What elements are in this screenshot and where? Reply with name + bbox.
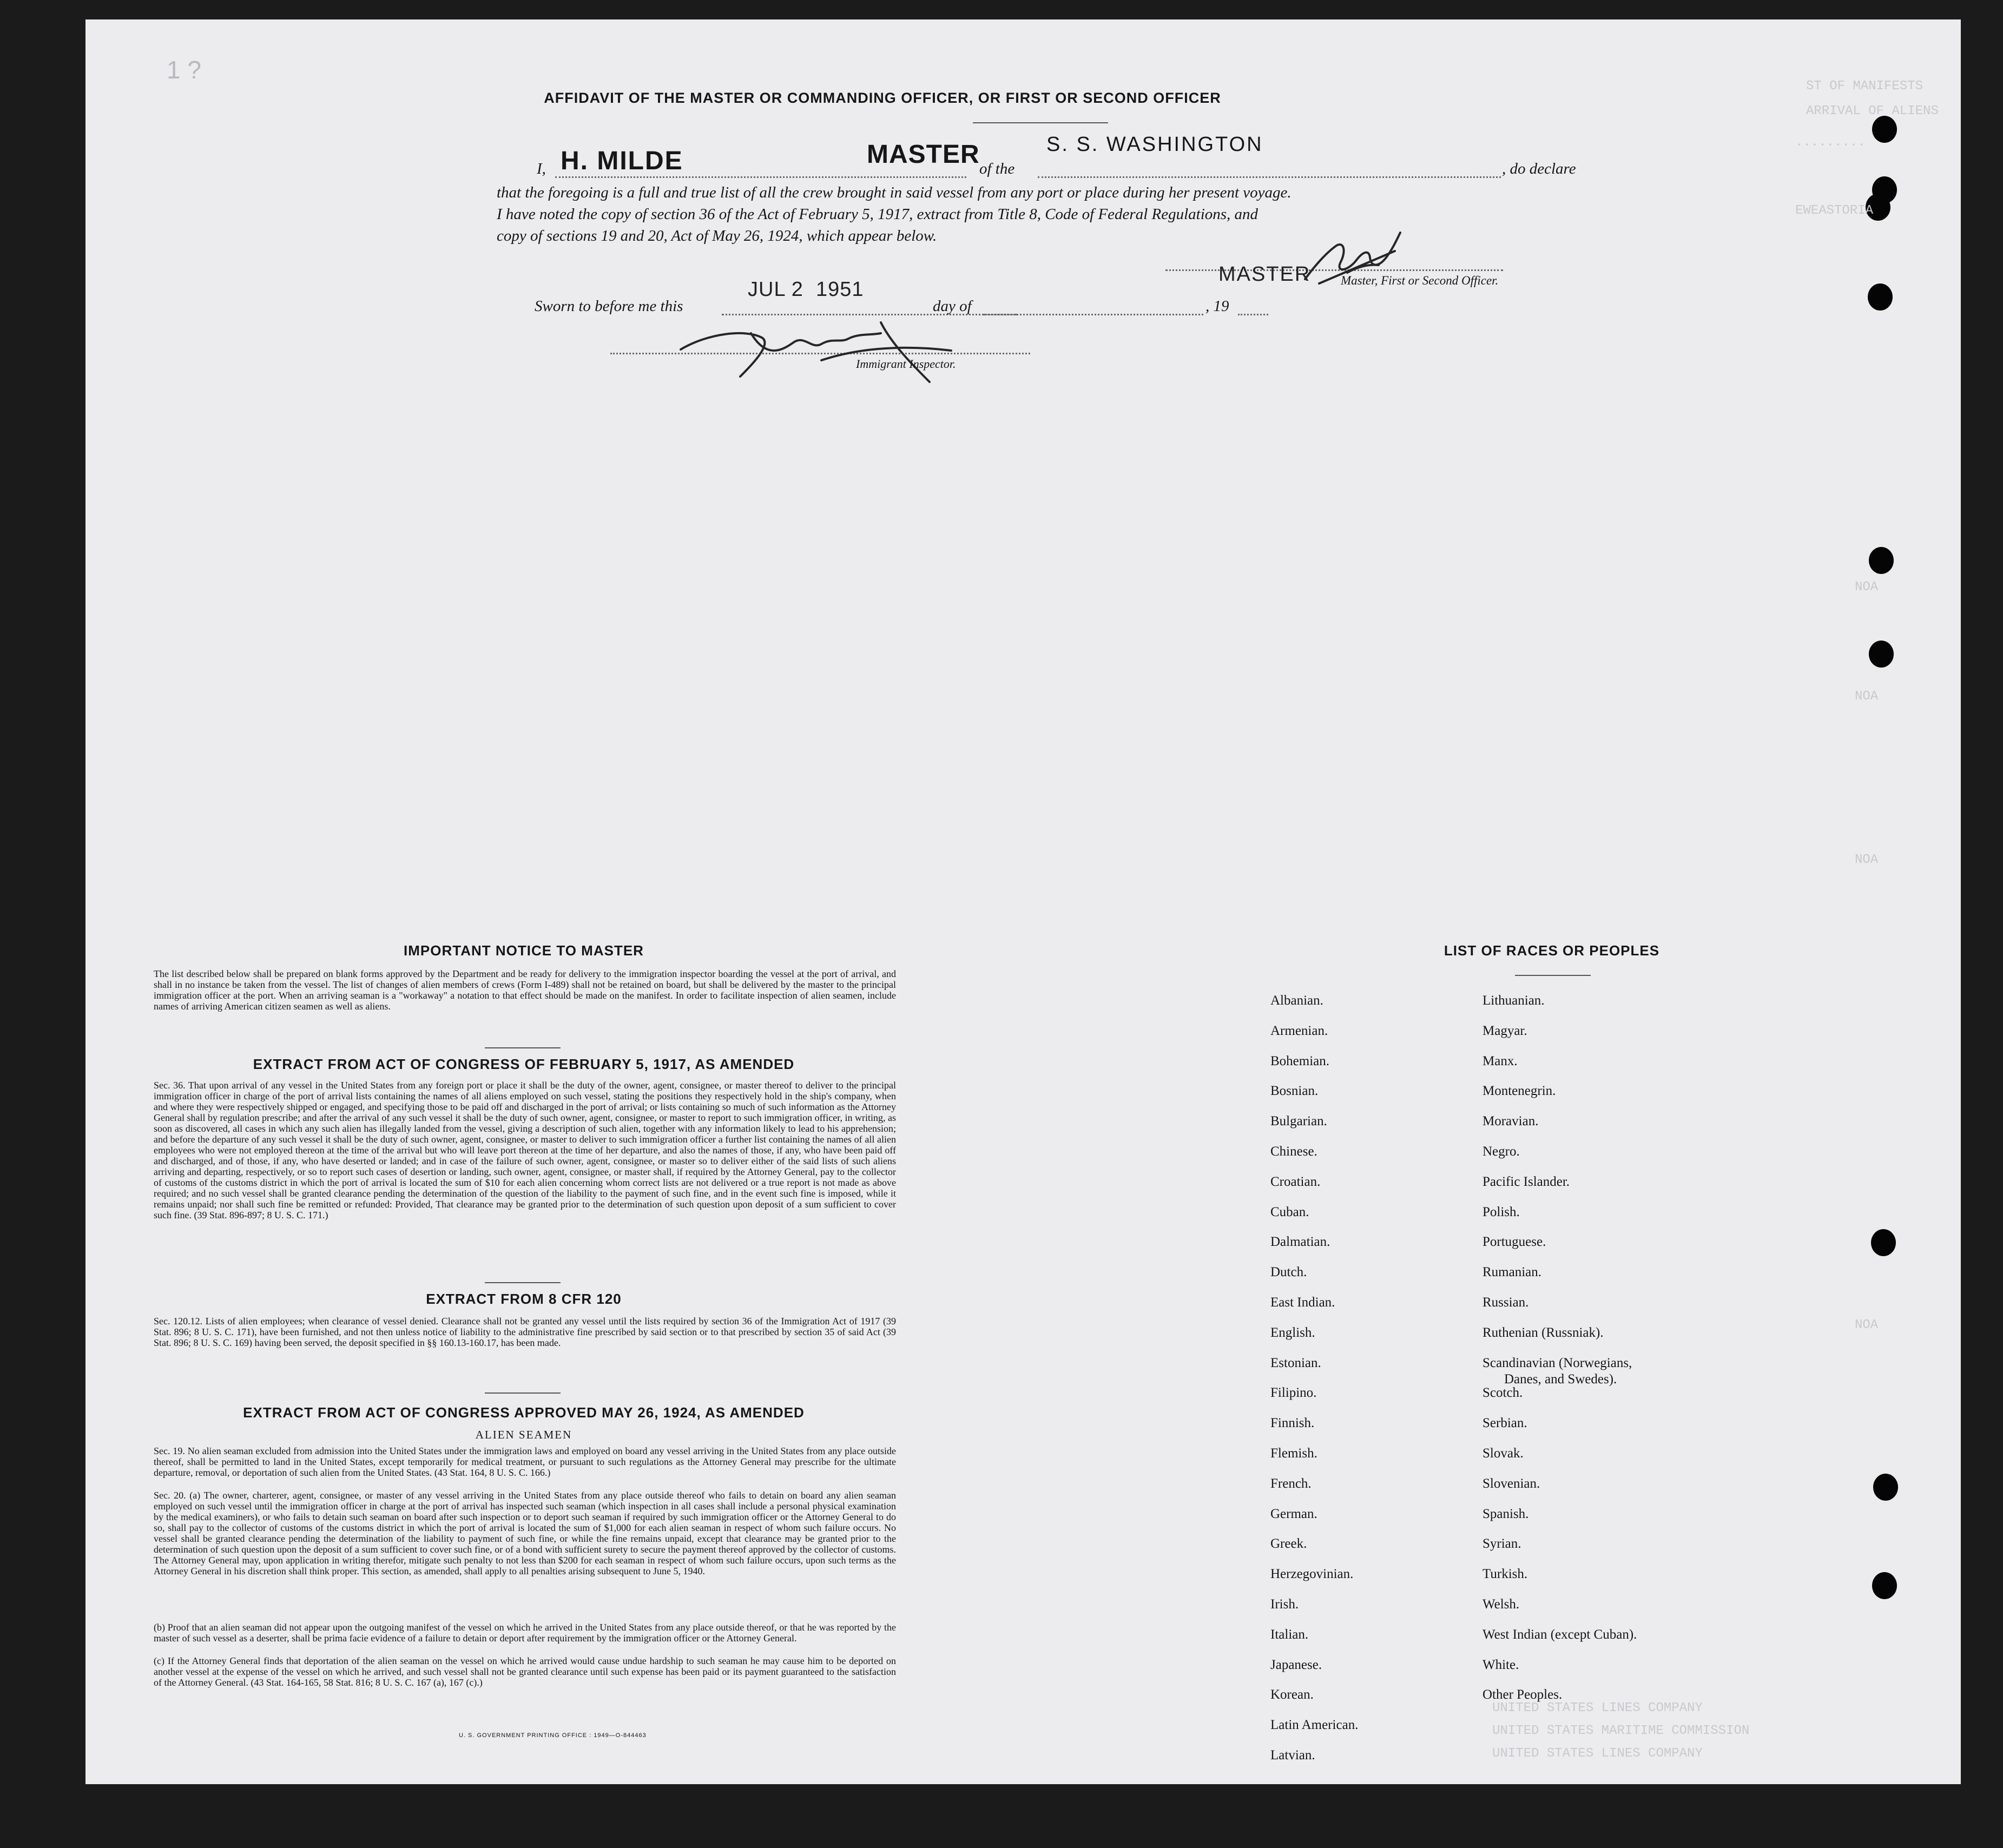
race-item: Greek.: [1270, 1536, 1307, 1552]
month-line: [984, 314, 1203, 315]
race-item: West Indian (except Cuban).: [1483, 1627, 1637, 1642]
race-item: Dutch.: [1270, 1265, 1307, 1280]
extract-cfr-heading: EXTRACT FROM 8 CFR 120: [426, 1291, 622, 1307]
affidavit-page: ST OF MANIFESTS ARRIVAL OF ALIENS ......... EWEASTORIA NOA NOA NOA NOA UNITED STATES LINES COMPANY UNITED STATES MARITIME COMMISSION UNITED STATES LINES COMPANY 1 ? AFFIDAVIT OF THE MASTER OR COMMANDING OFFICER, OR FIRST OR SECOND OFFICER I, H. MILDE MASTER of the S. S. WASHINGTON , do declare that the foregoing is a full and true list of all the crew brought in said vessel from any port or place during her present voyage. I have noted the copy of section 36 of the Act of February 5, 1917, extract from Title 8, Code of Federal Regulations, and copy of sections 19 and 20, Act of May 26, 1924, which appear below. MASTER Master, First or Second Officer. Sworn to before me this JUL 2 1951 day of , 19 Immigrant Inspector. IMPORTANT NOTICE TO MASTER The list described below shall be prepared on blank forms approved by the Department and be ready for delivery to the immigration inspector boarding the vessel at the port of arrival, and shall in no instance be taken from the vessel. The list of changes of alien members of crews (Form I-489) shall not be retained on board, but shall be delivered by the master to the principal immigration officer at the port. When an arriving seaman is a "workaway" a notation to that effect should be made on the manifest. In order to facilitate inspection of alien seamen, include names of arriving American citizen seamen as well as aliens. EXTRACT FROM ACT OF CONGRESS OF FEBRUARY 5, 1917, AS AMENDED Sec. 36. That upon arrival of any vessel in the United States from any foreign port or place it shall be the duty of the owner, agent, consignee, or master thereof to deliver to the principal immigration officer in charge of the port of arrival lists containing the names of all aliens employed on such vessel, stating the positions they respectively hold in the ship's company, when and where they were respectively shipped or engaged, and specifying those to be paid off and discharged in the port of arrival; or lists containing so much of such information as the Attorney General shall by regulation prescribe; and after the arrival of any such vessel it shall be the duty of such owner, agent, consignee, or master to report to such immigration officer, in writing, as soon as discovered, all cases in which any such alien has illegally landed from the vessel, giving a description of such alien, together with any information likely to lead to his apprehension; and before the departure of any such vessel it shall be the duty of such owner, agent, consignee, or master to deliver to such immigration officer a further list containing the names of all alien employees who were not employed thereon at the time of the arrival but who will leave port thereon at the time of her departure, and also the names of those, if any, who have been paid off and discharged, and of those, if any, who have deserted or landed; and in case of the failure of such owner, agent, consignee, or master so to deliver either of the said lists of such aliens arriving and departing, respectively, or so to report such cases of desertion or landing, such owner, agent, consignee, or master shall, if required by the Attorney General, pay to the collector of customs of the customs district in which the port of arrival is located the sum of $10 for each alien concerning whom correct lists are not delivered or a true report is not made as above required; and no such vessel shall be granted clearance pending the determination of the question of the liability to the payment of such fine, and in the event such fine is imposed, while it remains unpaid; nor shall such fine be remitted or refunded: Provided, That clearance may be granted prior to the determination of such question upon deposit of a sum sufficient to cover such fine. (39 Stat. 896-897; 8 U. S. C. 171.) EXTRACT FROM 8 CFR 120 Sec. 120.12. Lists of alien employees; when clearance of vessel denied. Clearance shall not be granted any vessel until the lists required by section 36 of the Immigration Act of 1917 (39 Stat. 896; 8 U. S. C. 171), have been furnished, and not then unless notice of liability to the administrative fine prescribed by said section or to that prescribed by section 35 of said Act (39 Stat. 896; 8 U. S. C. 169) having been served, the deposit specified in §§ 160.13-160.17, has been made. EXTRACT FROM ACT OF CONGRESS APPROVED MAY 26, 1924, AS AMENDED ALIEN SEAMEN Sec. 19. No alien seaman excluded from admission into the United States under the immigration laws and employed on board any vessel arriving in the United States from any place outside thereof, shall be permitted to land in the United States, except temporarily for medical treatment, or pursuant to such regulations as the Attorney General may prescribe for the ultimate departure, removal, or deportation of such alien from the United States. (43 Stat. 164, 8 U. S. C. 166.) Sec. 20. (a) The owner, charterer, agent, consignee, or master of any vessel arriving in the United States from any place outside thereof who fails to detain on board any alien seaman employed on such vessel until the immigration officer in charge at the port of arrival has inspected such seaman (which inspection in all cases shall include a personal physical examination by the medical examiners), or who fails to detain such seaman on board after such inspection or to deport such seaman if required by such immigration officer or the Attorney General to do so, shall pay to the collector of customs of the customs district in which the port of arrival is located the sum of $1,000 for each alien seaman in respect of whom such failure occurs. No vessel shall be granted clearance pending the determination of the liability to payment of such fine, or while the fine remains unpaid, except that clearance may be granted prior to the determination of such question upon the deposit of a sum sufficient to cover such fine, or of a bond with sufficient surety to secure the payment thereof approved by the collector of customs. The Attorney General may, upon application in writing therefor, mitigate such penalty to not less than $200 for each seaman in respect of whom such failure occurs, upon such terms as the Attorney General in his discretion shall think proper. This section, as amended, shall apply to all penalties arising subsequent to June 5, 1940. (b) Proof that an alien seaman did not appear upon the outgoing manifest of the vessel on which he arrived in the United States from any place outside thereof, or that he was reported by the master of such vessel as a deserter, shall be prima facie evidence of a failure to detain or deport after requirement by the immigration officer or the Attorney General. (c) If the Attorney General finds that deportation of the alien seaman on the vessel on which he arrived would cause undue hardship to such seaman he may cause him to be deported on another vessel at the expense of the vessel on which he arrived, and such vessel shall not be granted clearance until such expense has been paid or its payment guaranteed to the satisfaction of the Attorney General. (43 Stat. 164-165, 58 Stat. 816; 8 U. S. C. 167 (a), 167 (c).) U. S. GOVERNMENT PRINTING OFFICE : 1949—O-844463 LIST OF RACES OR PEOPLES Albanian. Armenian. Bohemian. Bosnian. Bulgarian. Chinese. Croatian. Cuban. Dalmatian. Dutch. East Indian. English. Estonian. Filipino. Finnish. Flemish. French. German. Greek. Herzegovinian. Irish. Italian. Japanese. Korean. Latin American. Latvian. Lithuanian. Magyar. Manx. Montenegrin. Moravian. Negro. Pacific Islander. Polish. Portuguese. Rumanian. Russian. Ruthenian (Russniak). Scandinavian (Norwegians, Danes, and Swedes). Scotch. Serbian. Slovak. Slovenian. Spanish. Syrian. Turkish. Welsh. West Indian (except Cuban). White. Other Peoples.: [85, 19, 1961, 1784]
declaration-line-4: copy of sections 19 and 20, Act of May 26, 1924, which appear below.: [497, 227, 937, 245]
extract-1924-subheading: ALIEN SEAMEN: [475, 1428, 572, 1441]
race-item: Negro.: [1483, 1144, 1520, 1159]
punch-hole-4: [1868, 283, 1893, 311]
day-of-label: day of: [933, 298, 972, 315]
race-item: Croatian.: [1270, 1174, 1321, 1189]
title-underline: [973, 122, 1108, 123]
race-item: Albanian.: [1270, 993, 1323, 1008]
race-item: Estonian.: [1270, 1355, 1321, 1370]
affidavit-title: AFFIDAVIT OF THE MASTER OR COMMANDING OFFICER, OR FIRST OR SECOND OFFICER: [544, 90, 1221, 106]
race-item: Bulgarian.: [1270, 1114, 1327, 1129]
extract-cfr-text: Sec. 120.12. Lists of alien employees; when clearance of vessel denied. Clearance shall not be granted any vessel until the lists required by section 36 of the Immigration Act of 1917 (39 Stat. 896; 8 U. S. C. 171), have been furnished, and not then unless notice of liability to the administrative fine prescribed by said section or to that prescribed by section 35 of said Act (39 Stat. 896; 8 U. S. C. 169) having been served, the deposit specified in §§ 160.13-160.17, has been made.: [154, 1316, 896, 1348]
inspector-signature: [659, 312, 962, 387]
declaration-prefix: I,: [537, 160, 546, 177]
year-prefix: , 19: [1205, 298, 1229, 315]
race-item: Filipino.: [1270, 1385, 1317, 1401]
declaration-line-3: I have noted the copy of section 36 of the Act of February 5, 1917, extract from Title 8, Code of Federal Regulations, and: [497, 206, 1259, 223]
race-item: Finnish.: [1270, 1416, 1315, 1431]
race-item: Latin American.: [1270, 1718, 1359, 1733]
notice-text: The list described below shall be prepared on blank forms approved by the Department and be ready for delivery to the immigration inspector boarding the vessel at the port of arrival, and shall in no instance be taken from the vessel. The list of changes of alien members of crews (Form I-489) shall not be retained on board, but shall be delivered by the master to the principal immigration officer at the port. When an arriving seaman is a "workaway" a notation to that effect should be made on the manifest. In order to facilitate inspection of alien seamen, include names of arriving American citizen seamen as well as aliens.: [154, 968, 896, 1012]
extract-cfr-divider: [485, 1392, 561, 1394]
race-item: Spanish.: [1483, 1506, 1529, 1521]
race-item: Bosnian.: [1270, 1084, 1319, 1099]
race-item: French.: [1270, 1476, 1312, 1491]
extract-1924-sec20b: (b) Proof that an alien seaman did not appear upon the outgoing manifest of the vessel on which he arrived in the United States from any place outside thereof, or that he was reported by the master of such vessel as a deserter, shall be prima facie evidence of a failure to detain or deport after requirement by the immigration officer or the Attorney General.: [154, 1622, 896, 1644]
race-item: Welsh.: [1483, 1597, 1520, 1612]
race-item: Syrian.: [1483, 1536, 1521, 1552]
officer-name-line: [555, 176, 966, 178]
master-stamp: MASTER: [1218, 263, 1311, 286]
punch-hole-1: [1872, 116, 1897, 143]
extract-1924-heading: EXTRACT FROM ACT OF CONGRESS APPROVED MAY 26, 1924, AS AMENDED: [243, 1404, 805, 1421]
race-item: English.: [1270, 1325, 1315, 1340]
race-item: German.: [1270, 1506, 1317, 1521]
race-item: Latvian.: [1270, 1748, 1315, 1763]
race-item: Italian.: [1270, 1627, 1309, 1642]
extract-1917-divider: [485, 1282, 561, 1283]
punch-hole-5: [1869, 547, 1894, 574]
punch-hole-8: [1873, 1474, 1898, 1501]
race-item: Flemish.: [1270, 1446, 1317, 1461]
race-item: Montenegrin.: [1483, 1084, 1556, 1099]
signature-caption: Master, First or Second Officer.: [1341, 274, 1499, 287]
race-item: Japanese.: [1270, 1657, 1322, 1672]
extract-1924-sec20c: (c) If the Attorney General finds that deportation of the alien seaman on the vessel on which he arrived would cause undue hardship to such seaman he may cause him to be deported on another vessel at the expense of the vessel on which he arrived, and such vessel shall not be granted clearance until such expense has been paid or its payment guaranteed to the satisfaction of the Attorney General. (43 Stat. 164-165, 58 Stat. 816; 8 U. S. C. 167 (a), 167 (c).): [154, 1655, 896, 1688]
of-the-label: of the: [979, 160, 1015, 177]
punch-hole-7: [1871, 1229, 1896, 1256]
do-declare-label: , do declare: [1502, 160, 1576, 177]
race-item: Moravian.: [1483, 1114, 1539, 1129]
race-item: Scandinavian (Norwegians,: [1483, 1355, 1632, 1370]
race-item: East Indian.: [1270, 1295, 1335, 1310]
extract-1924-sec20a: Sec. 20. (a) The owner, charterer, agent, consignee, or master of any vessel arriving in the United States from any place outside thereof who fails to detain on board any alien seaman employed on such vessel until the immigration officer in charge at the port of arrival has inspected such seaman (which inspection in all cases shall include a personal physical examination by the medical examiners), or who fails to detain such seaman on board after such inspection or to deport such seaman if required by such immigration officer or the Attorney General to do so, shall pay to the collector of customs of the customs district in which the port of arrival is located the sum of $1,000 for each alien seaman in respect of whom such failure occurs. No vessel shall be granted clearance pending the determination of the liability to payment of such fine, or while the fine remains unpaid, except that clearance may be granted prior to the determination of such question upon the deposit of a sum sufficient to cover such fine, or of a bond with sufficient surety to secure the payment thereof approved by the collector of customs. The Attorney General may, upon application in writing therefor, mitigate such penalty to not less than $200 for each seaman in respect of whom such failure occurs, upon such terms as the Attorney General in his discretion shall think proper. This section, as amended, shall apply to all penalties arising subsequent to June 5, 1940.: [154, 1490, 896, 1576]
printing-office-footer: U. S. GOVERNMENT PRINTING OFFICE : 1949—O-844463: [459, 1732, 647, 1739]
race-item: Slovak.: [1483, 1446, 1524, 1461]
notice-heading: IMPORTANT NOTICE TO MASTER: [404, 942, 644, 959]
race-item: Armenian.: [1270, 1023, 1328, 1038]
race-item: Danes, and Swedes).: [1504, 1371, 1617, 1387]
race-item: Dalmatian.: [1270, 1235, 1330, 1250]
inspector-caption: Immigrant Inspector.: [856, 357, 956, 371]
race-item: Portuguese.: [1483, 1235, 1546, 1250]
race-item: Slovenian.: [1483, 1476, 1540, 1491]
officer-name: H. MILDE: [561, 147, 683, 175]
sworn-prefix: Sworn to before me this: [535, 298, 683, 315]
race-item: Other Peoples.: [1483, 1687, 1563, 1702]
punch-hole-6: [1869, 641, 1894, 668]
declaration-line-2: that the foregoing is a full and true list of all the crew brought in said vessel from any port or place during her present voyage.: [497, 184, 1292, 201]
races-divider: [1515, 975, 1591, 976]
corner-mark: 1 ?: [167, 56, 201, 84]
race-item: Pacific Islander.: [1483, 1174, 1570, 1189]
race-item: White.: [1483, 1657, 1519, 1672]
extract-1924-sec19: Sec. 19. No alien seaman excluded from admission into the United States under the immigration laws and employed on board any vessel arriving in the United States from any place outside thereof, shall be permitted to land in the United States, except temporarily for medical treatment, or pursuant to such regulations as the Attorney General may prescribe for the ultimate departure, removal, or deportation of such alien from the United States. (43 Stat. 164, 8 U. S. C. 166.): [154, 1446, 896, 1478]
races-heading: LIST OF RACES OR PEOPLES: [1444, 942, 1660, 959]
year-line: [1238, 314, 1268, 315]
officer-rank: MASTER: [867, 140, 980, 169]
race-item: Magyar.: [1483, 1023, 1527, 1038]
race-item: Manx.: [1483, 1053, 1518, 1068]
extract-1917-heading: EXTRACT FROM ACT OF CONGRESS OF FEBRUARY 5, 1917, AS AMENDED: [253, 1056, 795, 1072]
punch-hole-9: [1872, 1572, 1897, 1599]
race-item: Chinese.: [1270, 1144, 1317, 1159]
race-item: Serbian.: [1483, 1416, 1527, 1431]
vessel-name-line: [1038, 176, 1501, 178]
race-item: Korean.: [1270, 1687, 1314, 1702]
race-item: Ruthenian (Russniak).: [1483, 1325, 1604, 1340]
notice-divider: [485, 1047, 561, 1048]
race-item: Cuban.: [1270, 1204, 1309, 1219]
vessel-name: S. S. WASHINGTON: [1046, 133, 1263, 156]
race-item: Rumanian.: [1483, 1265, 1542, 1280]
race-item: Russian.: [1483, 1295, 1529, 1310]
race-item: Bohemian.: [1270, 1053, 1330, 1068]
race-item: Herzegovinian.: [1270, 1567, 1354, 1582]
race-item: Scotch.: [1483, 1385, 1523, 1401]
race-item: Lithuanian.: [1483, 993, 1545, 1008]
extract-1917-text: Sec. 36. That upon arrival of any vessel in the United States from any foreign port or place it shall be the duty of the owner, agent, consignee, or master thereof to deliver to the principal immigration officer in charge of the port of arrival lists containing the names of all aliens employed on such vessel, stating the positions they respectively hold in the ship's company, when and where they were respectively shipped or engaged, and specifying those to be paid off and discharged in the port of arrival; or lists containing so much of such information as the Attorney General shall by regulation prescribe; and after the arrival of any such vessel it shall be the duty of such owner, agent, consignee, or master to report to such immigration officer, in writing, as soon as discovered, all cases in which any such alien has illegally landed from the vessel, giving a description of such alien, together with any information likely to lead to his apprehension; and before the departure of any such vessel it shall be the duty of such owner, agent, consignee, or master to deliver to such immigration officer a further list containing the names of all alien employees who were not employed thereon at the time of the arrival but who will leave port thereon at the time of her departure, and also the names of those, if any, who have been paid off and discharged, and of those, if any, who have deserted or landed; and in case of the failure of such owner, agent, consignee, or master so to deliver either of the said lists of such aliens arriving and departing, respectively, or so to report such cases of desertion or landing, such owner, agent, consignee, or master shall, if required by the Attorney General, pay to the collector of customs of the customs district in which the port of arrival is located the sum of $10 for each alien concerning whom correct lists are not delivered or a true report is not made as above required; and no such vessel shall be granted clearance pending the determination of the question of the liability to the payment of such fine, and in the event such fine is imposed, while it remains unpaid; nor shall such fine be remitted or refunded: Provided, That clearance may be granted prior to the determination of such question upon deposit of a sum sufficient to cover such fine. (39 Stat. 896-897; 8 U. S. C. 171.): [154, 1080, 896, 1220]
race-item: Polish.: [1483, 1204, 1520, 1219]
race-item: Turkish.: [1483, 1567, 1528, 1582]
race-item: Irish.: [1270, 1597, 1299, 1612]
sworn-date-stamp: JUL 2 1951: [748, 278, 864, 301]
